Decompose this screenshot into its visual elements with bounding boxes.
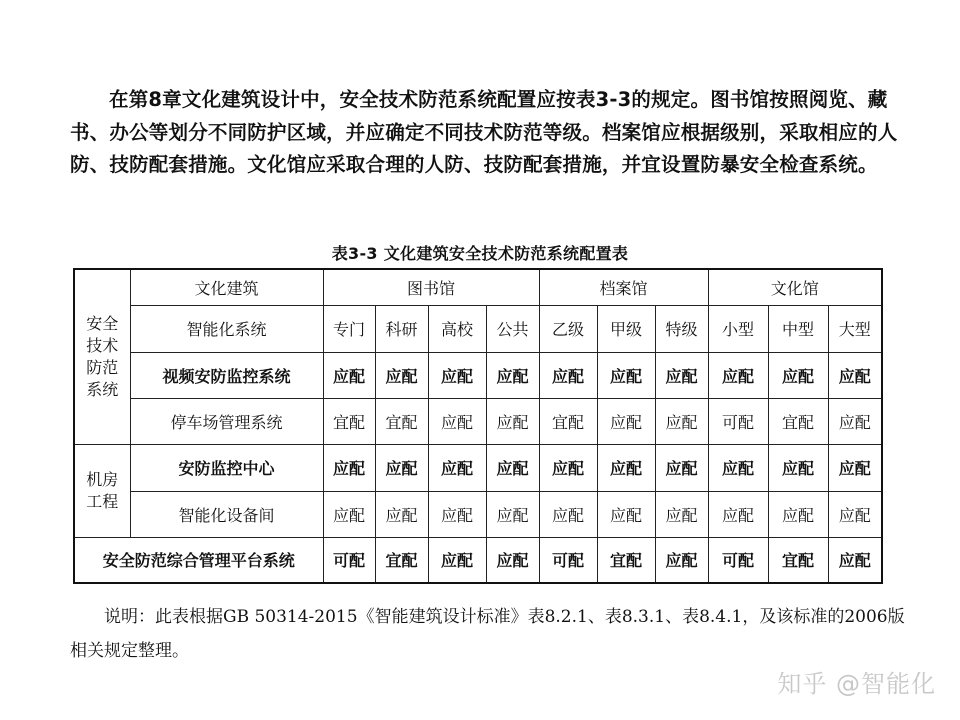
value-cell: 应配	[486, 491, 539, 537]
value-cell: 应配	[375, 444, 428, 491]
value-cell: 应配	[539, 352, 597, 398]
value-cell: 应配	[655, 491, 708, 537]
row-name: 视频安防监控系统	[130, 352, 323, 398]
intro-paragraph: 在第8章文化建筑设计中，安全技术防范系统配置应按表3-3的规定。图书馆按照阅览、藏书、办公等划分不同防护区域，并应确定不同技术防范等级。档案馆应根据级别，采取相应的人防、技防配套措施。文化馆应采取合理的人防、技防配套措施，并宜设置防暴安全检查系统。	[70, 88, 898, 176]
header-row-groups	[74, 269, 882, 305]
section-2-line: 工程	[86, 491, 119, 511]
section-1-line: 系统	[86, 379, 119, 399]
table-note: 说明：此表根据GB 50314-2015《智能建筑设计标准》表8.2.1、表8.3.1、表8.4.1，及该标准的2006版相关规定整理。	[70, 607, 905, 661]
value-cell: 应配	[828, 398, 882, 444]
table-row	[74, 491, 882, 537]
value-cell: 应配	[539, 444, 597, 491]
table-caption: 表3-3 文化建筑安全技术防范系统配置表	[331, 244, 629, 263]
sub-header-label: 智能化系统	[130, 305, 323, 352]
value-cell: 应配	[428, 444, 486, 491]
sub-header-cell: 大型	[828, 305, 882, 352]
value-cell: 可配	[708, 398, 768, 444]
row-name: 智能化设备间	[130, 491, 323, 537]
value-cell: 应配	[655, 444, 708, 491]
section-2-line: 机房	[86, 469, 119, 489]
value-cell: 宜配	[768, 398, 828, 444]
value-cell: 宜配	[539, 398, 597, 444]
table-row	[74, 444, 882, 491]
sub-header-cell: 小型	[708, 305, 768, 352]
group-header-library: 图书馆	[323, 269, 539, 305]
value-cell: 应配	[428, 398, 486, 444]
group-header-culture: 文化馆	[708, 269, 882, 305]
zhihu-watermark: 知乎 @智能化	[777, 670, 936, 698]
value-cell: 应配	[597, 491, 655, 537]
sub-header-cell: 特级	[655, 305, 708, 352]
value-cell: 应配	[655, 352, 708, 398]
header-row-sub	[74, 305, 882, 352]
section-machine-room-label	[74, 444, 130, 537]
value-cell: 应配	[828, 352, 882, 398]
value-cell: 宜配	[323, 398, 375, 444]
value-cell: 应配	[375, 352, 428, 398]
group-header-archive: 档案馆	[539, 269, 708, 305]
table-row	[74, 537, 882, 583]
value-cell: 应配	[375, 491, 428, 537]
sub-header-cell: 科研	[375, 305, 428, 352]
value-cell: 应配	[597, 352, 655, 398]
value-cell: 应配	[428, 537, 486, 583]
value-cell: 应配	[655, 537, 708, 583]
sub-header-cell: 专门	[323, 305, 375, 352]
row-name: 安全防范综合管理平台系统	[74, 537, 323, 583]
value-cell: 可配	[539, 537, 597, 583]
value-cell: 应配	[828, 491, 882, 537]
value-cell: 宜配	[375, 537, 428, 583]
value-cell: 应配	[708, 444, 768, 491]
sub-header-cell: 中型	[768, 305, 828, 352]
row-name: 安防监控中心	[130, 444, 323, 491]
table-row	[74, 398, 882, 444]
value-cell: 应配	[323, 444, 375, 491]
config-table	[73, 268, 883, 584]
section-1-line: 技术	[86, 335, 119, 355]
value-cell: 应配	[768, 444, 828, 491]
sub-header-cell: 甲级	[597, 305, 655, 352]
sub-header-cell: 公共	[486, 305, 539, 352]
value-cell: 可配	[323, 537, 375, 583]
section-1-line: 安全	[86, 313, 119, 333]
value-cell: 应配	[486, 352, 539, 398]
table-row	[74, 352, 882, 398]
value-cell: 应配	[539, 491, 597, 537]
value-cell: 宜配	[597, 537, 655, 583]
value-cell: 应配	[597, 398, 655, 444]
value-cell: 应配	[486, 444, 539, 491]
value-cell: 应配	[655, 398, 708, 444]
value-cell: 应配	[323, 352, 375, 398]
sub-header-cell: 乙级	[539, 305, 597, 352]
value-cell: 应配	[597, 444, 655, 491]
value-cell: 应配	[486, 537, 539, 583]
sub-header-cell: 高校	[428, 305, 486, 352]
value-cell: 应配	[323, 491, 375, 537]
section-security-label	[74, 269, 130, 444]
value-cell: 应配	[828, 444, 882, 491]
corner-header: 文化建筑	[130, 269, 323, 305]
value-cell: 应配	[708, 491, 768, 537]
value-cell: 可配	[708, 537, 768, 583]
row-name: 停车场管理系统	[130, 398, 323, 444]
section-1-line: 防范	[86, 357, 119, 377]
value-cell: 应配	[428, 491, 486, 537]
value-cell: 应配	[828, 537, 882, 583]
value-cell: 宜配	[375, 398, 428, 444]
value-cell: 应配	[486, 398, 539, 444]
value-cell: 应配	[768, 491, 828, 537]
value-cell: 宜配	[768, 537, 828, 583]
value-cell: 应配	[428, 352, 486, 398]
value-cell: 应配	[768, 352, 828, 398]
value-cell: 应配	[708, 352, 768, 398]
